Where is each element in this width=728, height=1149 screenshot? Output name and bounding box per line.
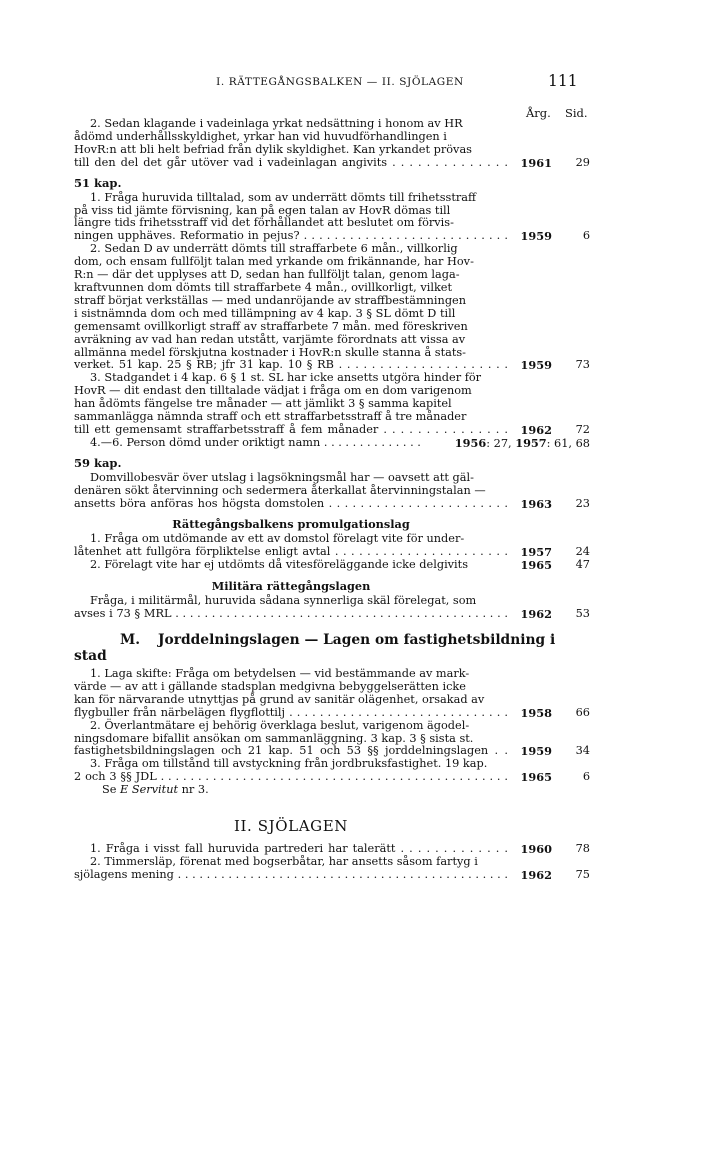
entry-year: 1962	[520, 422, 552, 437]
entry-laga-skifte	[74, 668, 590, 720]
entry-year: 1960	[520, 842, 552, 857]
entry-vite-avtal	[74, 533, 590, 559]
entry-line: i sistnämnda dom och med tillämpning av 4 kap. 3 § SL dömt D till	[74, 306, 456, 320]
section-heading-sjolagen: II. SJÖLAGEN	[233, 817, 349, 836]
section-heading-promulgationslag: Rättegångsbalkens promulgationslag	[172, 517, 410, 532]
entry-stadgandet	[74, 372, 590, 437]
see-also-reference	[74, 784, 590, 797]
entry-year: 1958	[520, 705, 552, 720]
entry-line: värde — av att i gällande stadsplan medgivna bebyggelserätten icke	[74, 679, 466, 693]
entry-page: 66	[575, 705, 590, 719]
entry-line: denären sökt återvinning och sedermera återkallat återvinningstalan —	[74, 483, 486, 497]
entry-line: dom, och ensam fullföljt talan med yrkande om frikännande, har Hov-	[74, 255, 474, 269]
entry-page: 6	[582, 770, 590, 784]
entry-year: 1961	[520, 155, 552, 170]
entry-line: till den del det går utöver vad i vadeinlagan angivits . . . . . . . . . . . . . .	[74, 155, 508, 169]
running-header-title: I. RÄTTEGÅNGSBALKEN — II. SJÖLAGEN	[216, 76, 464, 88]
entry-line: 4.—6. Person dömd under oriktigt namn . . . . . . . . . . . . . .	[90, 435, 421, 449]
see-target[interactable]: E Servitut	[120, 783, 179, 797]
entry-line: 1. Fråga om utdömande av ett av domstol förelagt vite för under-	[90, 532, 465, 546]
entry-line: sammanlägga nämnda straff och ett straffarbetsstraff å tre månader	[74, 410, 467, 424]
entry-line: R:n — där det upplyses att D, sedan han fullföljt talan, genom laga-	[74, 268, 460, 282]
column-header-page: Sid.	[565, 106, 588, 120]
entry-line: på viss tid jämte förvisning, kan på egen talan av HovR dömas till	[74, 203, 451, 217]
entry-line: 2. Överlantmätare ej behörig överklaga beslut, varigenom ägodel-	[90, 718, 470, 732]
entry-line: 3. Stadgandet i 4 kap. 6 § 1 st. SL har icke ansetts utgöra hinder för	[90, 371, 482, 385]
entry-line: fastighetsbildningslagen och 21 kap. 51 och 53 §§ jorddelningslagen . .	[74, 744, 508, 758]
entry-line: 2. Sedan D av underrätt dömts till straffarbete 6 mån., villkorlig	[90, 242, 458, 256]
entry-line: 3. Fråga om tillstånd till avstyckning från jordbruksfastighet. 19 kap.	[90, 757, 488, 771]
entry-line: låtenhet att fullgöra förpliktelse enligt avtal . . . . . . . . . . . . . . . . . . . . . .	[74, 545, 508, 559]
section-letter: M.	[120, 632, 141, 648]
entry-line: 1. Laga skifte: Fråga om betydelsen — vid bestämmande av mark-	[90, 667, 470, 680]
entry-domvillobesvar	[74, 472, 590, 511]
entry-page: 23	[575, 496, 590, 510]
entry-page: 72	[575, 422, 590, 436]
entry-line: 2. Timmersläp, förenat med bogserbåtar, har ansetts såsom fartyg i	[90, 854, 478, 868]
entry-line: straff börjat verkställas — med undanröjande av straffbestämningen	[74, 293, 467, 307]
section-heading-m	[74, 632, 590, 664]
entry-line: gemensamt ovillkorligt straff av straffarbete 7 mån. med föreskriven	[74, 319, 468, 333]
entry-overlantmatare	[74, 720, 590, 759]
entry-line: ansetts böra anföras hos högsta domstolen . . . . . . . . . . . . . . . . . . . . . . .	[74, 496, 508, 510]
entry-line: allmänna medel förskjutna kostnader i HovR:n skulle stanna å stats-	[74, 345, 466, 359]
entry-year: 1956	[454, 435, 487, 450]
page-number: 111	[548, 72, 578, 90]
entry-straffarbete	[74, 243, 590, 372]
entry-line: ådömd underhållsskyldighet, yrkar han vid huvudförhandlingen i	[74, 129, 447, 143]
chapter-heading-51: 51 kap.	[74, 175, 122, 190]
entry-line: flygbuller från närbelägen flygflottilj . . . . . . . . . . . . . . . . . . . . . . . . . . . . .	[74, 705, 508, 719]
entry-page: 34	[575, 744, 590, 758]
entry-page: : 61, 68	[546, 436, 590, 450]
entry-line: 2 och 3 §§ JDL . . . . . . . . . . . . . . . . . . . . . . . . . . . . . . . . . . . . . . . . . . . . . . .	[74, 770, 508, 784]
entry-year: 1962	[520, 867, 552, 882]
entry-page: 6	[582, 229, 590, 243]
entry-line: ningen upphäves. Reformatio in pejus? . . . . . . . . . . . . . . . . . . . . . . . . . . .	[74, 229, 508, 243]
entry-page: 53	[575, 607, 590, 621]
entry-line: kan för närvarande utnyttjas på grund av sanitär olägenhet, orsakad av	[74, 692, 485, 706]
entry-line: han ådömts fängelse tre månader — att jämlikt 3 § samma kapitel	[74, 397, 452, 411]
entry-line: ningsdomare bifallit ansökan om sammanläggning. 3 kap. 3 § sista st.	[74, 731, 474, 745]
entry-line: kraftvunnen dom dömts till straffarbete 4 mån., ovillkorligt, vilket	[74, 280, 453, 294]
entry-year: 1959	[520, 358, 552, 373]
entry-line: till ett gemensamt straffarbetsstraff å fem månader . . . . . . . . . . . . . . .	[74, 422, 508, 436]
entry-oriktigt-namn	[74, 437, 590, 450]
index-content	[74, 118, 590, 882]
entry-year: 1963	[520, 496, 552, 511]
entry-year: 1957	[520, 545, 552, 560]
entry-line: Domvillobesvär över utslag i lagsökningsmål har — oavsett att gäl-	[90, 470, 474, 484]
entry-year: 1959	[520, 229, 552, 244]
entry-line: 2. Förelagt vite har ej utdömts då vitesföreläggande icke delgivits	[90, 558, 469, 572]
entry-line: sjölagens mening . . . . . . . . . . . . . . . . . . . . . . . . . . . . . . . . . . . . . . . . . . . . . .	[74, 867, 508, 881]
entry-militarmal	[74, 595, 590, 621]
entry-line: 2. Sedan klagande i vadeinlaga yrkat nedsättning i honom av HR	[90, 117, 463, 130]
section-heading-militara: Militära rättegångslagen	[211, 579, 371, 594]
see-prefix: Se	[102, 783, 121, 797]
running-header	[0, 72, 728, 92]
entry-page: 75	[575, 867, 590, 881]
entry-line: 1. Fråga huruvida tilltalad, som av underrätt dömts till frihetsstraff	[90, 190, 477, 204]
entry-line: HovR:n att bli helt befriad från dylik skyldighet. Kan yrkandet prövas	[74, 142, 472, 156]
entry-avstyckning	[74, 758, 590, 784]
entry-line: HovR — dit endast den tilltalade vädjat i fråga om en dom varigenom	[74, 384, 472, 398]
entry-page: : 27,	[486, 436, 516, 450]
entry-vadeinlaga	[74, 118, 590, 170]
entry-year: 1962	[520, 607, 552, 622]
entry-line: Fråga, i militärmål, huruvida sådana synnerliga skäl förelegat, som	[90, 594, 477, 608]
entry-page: 24	[575, 545, 590, 559]
entry-line: verket. 51 kap. 25 § RB; jfr 31 kap. 10 § RB . . . . . . . . . . . . . . . . . . . . .	[74, 358, 508, 372]
entry-page: 78	[575, 842, 590, 856]
entry-year: 1965	[520, 558, 552, 573]
section-title: Jorddelningslagen — Lagen om fastighetsbildning i stad	[74, 632, 556, 664]
entry-line: längre tids frihetsstraff vid det förhållandet att beslutet om förvis-	[74, 216, 454, 230]
chapter-heading-59: 59 kap.	[74, 455, 122, 470]
entry-year: 1965	[520, 770, 552, 785]
see-suffix: nr 3.	[178, 783, 209, 797]
entry-reformatio	[74, 192, 590, 244]
entry-page: 47	[575, 558, 590, 572]
entry-page: 73	[575, 358, 590, 372]
entry-page: 29	[575, 155, 590, 169]
column-header-year: Årg.	[526, 106, 551, 120]
entry-line: 1. Fråga i visst fall huruvida partrederi har talerätt . . . . . . . . . . . . .	[90, 842, 508, 856]
entry-year: 1957	[515, 435, 547, 450]
entry-line: avses i 73 § MRL . . . . . . . . . . . . . . . . . . . . . . . . . . . . . . . . . . . . . . . . . . . . . .	[74, 607, 508, 621]
entry-refs	[455, 437, 590, 451]
entry-year: 1959	[520, 744, 552, 759]
entry-vite-delgivits	[74, 559, 590, 572]
entry-timmerslap	[74, 856, 590, 882]
entry-line: avräkning av vad han redan utstått, varjämte förordnats att vissa av	[74, 332, 466, 346]
